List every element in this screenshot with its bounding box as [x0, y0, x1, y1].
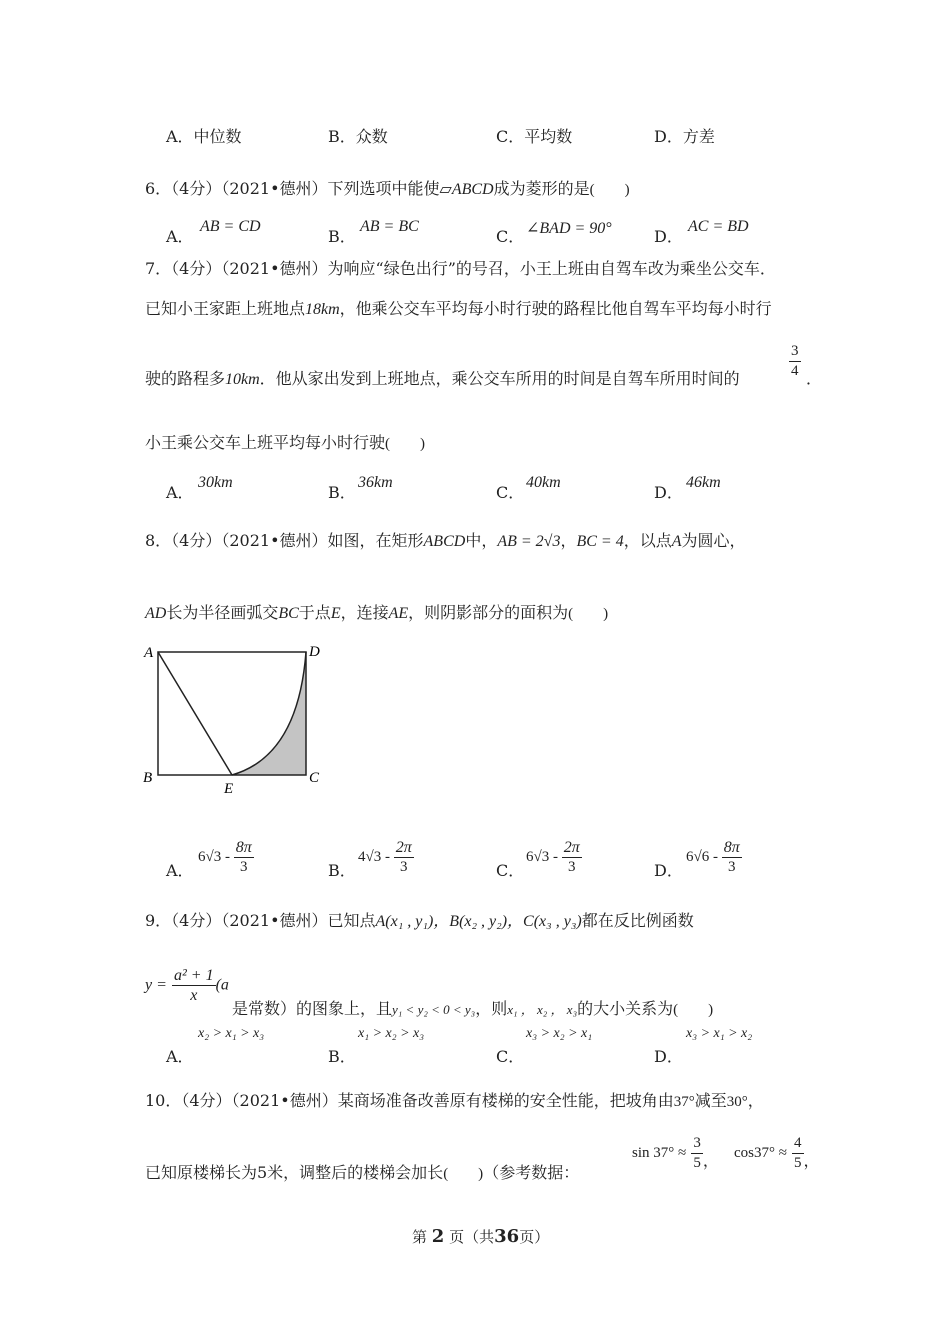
q8-line-2-post: ，则阴影部分的面积为: [408, 603, 569, 622]
q10-angle-1: 37°: [673, 1094, 695, 1110]
q6-stem-end: 成为菱形的是: [493, 179, 590, 198]
q7-distance: 18km: [305, 301, 340, 318]
q8-figure: [140, 638, 330, 798]
q8-option-b-den: 3: [399, 859, 408, 875]
q8-option-c-den: 3: [567, 859, 576, 875]
q6-option-b: AB = BC: [360, 218, 419, 235]
q7-letter-d: D．: [654, 483, 683, 502]
q6-parallelogram: ▱ABCD: [439, 181, 494, 198]
q8-label-d: D: [309, 644, 320, 660]
q10-comma: ，: [702, 1151, 719, 1170]
q8-option-a-frac: [234, 840, 254, 875]
q9-option-d: x₃ > x₁ > x₂: [686, 1026, 753, 1041]
q8-line-2-mid2: 于点: [298, 603, 331, 622]
q8-rect-name: ABCD: [423, 533, 466, 550]
q9-line-2-mid: 是常数）的图象上，且: [232, 999, 393, 1018]
q9-line-2: [145, 968, 229, 1003]
q6-answer-paren: ( ): [589, 182, 630, 198]
q8-option-d-num: 8π: [723, 839, 740, 856]
q8-line-2: [145, 600, 608, 623]
q8-option-d: [686, 840, 742, 875]
q9-option-a: x₂ > x₁ > x₃: [198, 1026, 265, 1041]
q9-line-1-pre: 9．（4分）（2021•德州）已知点: [145, 911, 376, 930]
q8-option-d-lead: 6√6 -: [686, 848, 722, 865]
q7-option-d: 46km: [686, 474, 721, 491]
q6-stem: [145, 176, 630, 199]
q8-point-a: A: [671, 533, 682, 550]
q9-option-c: x₃ > x₂ > x₁: [526, 1026, 593, 1041]
q8-option-a-lead: 6√3 -: [198, 848, 234, 865]
q6-option-d: AC = BD: [688, 218, 749, 235]
q8-shaded-region: [232, 652, 306, 775]
q8-option-b-lead: 4√3 -: [358, 848, 394, 865]
q7-option-a: 30km: [198, 474, 233, 491]
q10-cos-frac: [792, 1136, 804, 1171]
q7-letter-a: A．: [166, 483, 194, 502]
q8-option-c-num: 2π: [563, 839, 580, 856]
footer-total-pages: 36: [494, 1226, 520, 1247]
q9-letter-b: B．: [328, 1047, 356, 1066]
q8-letter-b: B．: [328, 861, 356, 880]
q10-line-2: [145, 1160, 579, 1183]
q8-ab-length: AB = 2√3: [497, 533, 561, 550]
q8-label-b: B: [143, 770, 153, 786]
q9-func-num: a² + 1: [174, 967, 214, 984]
q9-line-2b: [232, 996, 713, 1019]
q8-option-a-num: 8π: [235, 839, 252, 856]
q9-line-2-mid2: ，则: [475, 999, 508, 1018]
q8-label-a: A: [144, 645, 154, 661]
q8-bc-length: BC = 4: [576, 533, 624, 550]
q8-option-c: [526, 840, 582, 875]
q9-condition: y₁ < y₂ < 0 < y₃: [392, 1002, 476, 1017]
q10-answer-paren: ( ): [443, 1166, 484, 1182]
q8-option-a: [198, 840, 254, 875]
q10-line-1-mid: 减至: [694, 1091, 727, 1110]
q8-line-1-post: 为圆心，: [681, 531, 746, 550]
q8-letter-c: C．: [496, 861, 525, 880]
q9-points: A(x₁ , y₁)，B(x₂ , y₂)，C(x₃ , y₃): [375, 913, 582, 930]
q6-letter-c: C．: [496, 227, 525, 246]
q6-letter-b: B．: [328, 227, 356, 246]
q8-letter-a: A．: [166, 861, 194, 880]
q9-letter-a: A．: [166, 1047, 194, 1066]
q7-line-2-post: ，他乘公交车平均每小时行驶的路程比他自驾车平均每小时行: [339, 299, 772, 318]
q7-line-1: 7．（4分）（2021•德州）为响应“绿色出行”的号召，小王上班由自驾车改为乘坐公交车．: [145, 259, 776, 278]
q8-line-1-pre: 8．（4分）（2021•德州）如图，在矩形: [145, 531, 424, 550]
q10-cos-den: 5: [794, 1155, 802, 1171]
q7-line-3-post: ．他从家出发到上班地点，乘公交车所用的时间是自驾车所用时间的: [259, 369, 740, 388]
q10-angle-2: 30°: [726, 1094, 748, 1110]
q9-vars: x₁ ， x₂ ， x₃: [507, 1002, 578, 1017]
q7-fraction: [789, 344, 801, 379]
footer-mid: 页（共: [449, 1228, 495, 1246]
q10-line-1-post: ，: [747, 1091, 764, 1110]
q7-letter-b: B．: [328, 483, 356, 502]
q10-line-2-mid: （参考数据：: [483, 1163, 580, 1182]
q8-line-1-mid2: ，以点: [623, 531, 672, 550]
q8-letter-d: D．: [654, 861, 683, 880]
footer-page-number: 2: [431, 1226, 445, 1247]
q8-segment-ae: [158, 652, 232, 775]
q6-letter-a: A．: [166, 227, 194, 246]
q10-line-2-pre: 已知原楼梯长为5米，调整后的楼梯会加长: [145, 1163, 444, 1182]
q10-sin-lead: sin 37° ≈: [632, 1145, 687, 1161]
q10-reference-data: [632, 1136, 820, 1171]
footer-pre: 第: [412, 1228, 428, 1246]
q7-line-4-text: 小王乘公交车上班平均每小时行驶: [145, 433, 386, 452]
q7-line-3: [145, 366, 740, 389]
q8-bc: BC: [278, 605, 299, 622]
q8-option-b: [358, 840, 414, 875]
q8-option-a-den: 3: [239, 859, 248, 875]
q7-line-2-pre: 已知小王家距上班地点: [145, 299, 306, 318]
q9-option-b: x₁ > x₂ > x₃: [358, 1026, 425, 1041]
q7-fraction-den: 4: [791, 363, 799, 379]
q8-line-2-mid3: ，连接: [340, 603, 389, 622]
q10-line-1-pre: 10．（4分）（2021•德州）某商场准备改善原有楼梯的安全性能，把坡角由: [145, 1091, 674, 1110]
q6-stem-text: 6．（4分）（2021•德州）下列选项中能使: [145, 179, 440, 198]
q8-option-c-frac: [562, 840, 582, 875]
q8-answer-paren: ( ): [568, 606, 609, 622]
q7-option-c: 40km: [526, 474, 561, 491]
q8-option-b-num: 2π: [395, 839, 412, 856]
q6-option-a: AB = CD: [200, 218, 261, 235]
q7-period: ．: [806, 369, 823, 388]
q7-line-2: [145, 296, 772, 319]
q5-option-c: C．平均数: [496, 127, 573, 146]
q7-more-distance: 10km: [225, 371, 260, 388]
q9-func-y: y =: [145, 976, 167, 994]
q9-letter-d: D．: [654, 1047, 683, 1066]
q6-option-c: ∠BAD = 90°: [526, 220, 612, 237]
q10-sin-frac: [691, 1136, 703, 1171]
q7-line-3-pre: 驶的路程多: [145, 369, 226, 388]
q9-line-1-post: 都在反比例函数: [581, 911, 694, 930]
page-footer: [412, 1226, 549, 1247]
q9-func-frac: [172, 968, 216, 1003]
q8-option-c-lead: 6√3 -: [526, 848, 562, 865]
footer-post: 页）: [519, 1228, 550, 1246]
q5-option-b: B．众数: [328, 127, 388, 146]
q9-answer-paren: ( ): [673, 1002, 714, 1018]
q8-option-d-den: 3: [727, 859, 736, 875]
q8-option-d-frac: [722, 840, 742, 875]
q10-cos-lead: cos37° ≈: [733, 1145, 787, 1161]
q5-option-a: A．中位数: [166, 127, 242, 146]
q9-line-1: [145, 908, 694, 931]
q8-comma: ，: [560, 531, 577, 550]
q10-line-1: [145, 1088, 764, 1111]
q10-cos-num: 4: [792, 1136, 804, 1154]
q8-option-b-frac: [394, 840, 414, 875]
q7-line-4: [145, 430, 425, 453]
q9-line-2-post: 的大小关系为: [577, 999, 674, 1018]
q8-line-1: [145, 528, 746, 551]
q7-letter-c: C．: [496, 483, 525, 502]
q8-label-c: C: [309, 770, 320, 786]
q10-sin-num: 3: [691, 1136, 703, 1154]
q8-label-e: E: [224, 781, 234, 797]
q8-line-1-mid1: 中，: [465, 531, 498, 550]
q6-letter-d: D．: [654, 227, 683, 246]
q8-point-e: E: [330, 605, 341, 622]
q8-ad: AD: [145, 605, 167, 622]
q8-ae: AE: [388, 605, 409, 622]
q10-end: ，: [803, 1151, 820, 1170]
q9-func-den: x: [190, 987, 198, 1004]
q10-sin-den: 5: [693, 1155, 701, 1171]
q7-fraction-num: 3: [789, 344, 801, 362]
q5-option-d: D．方差: [654, 127, 715, 146]
q8-line-2-mid1: 长为半径画弧交: [166, 603, 279, 622]
q9-func-paren: (a: [215, 976, 229, 994]
q7-answer-paren: ( ): [385, 436, 426, 452]
q9-letter-c: C．: [496, 1047, 525, 1066]
q7-option-b: 36km: [358, 474, 393, 491]
